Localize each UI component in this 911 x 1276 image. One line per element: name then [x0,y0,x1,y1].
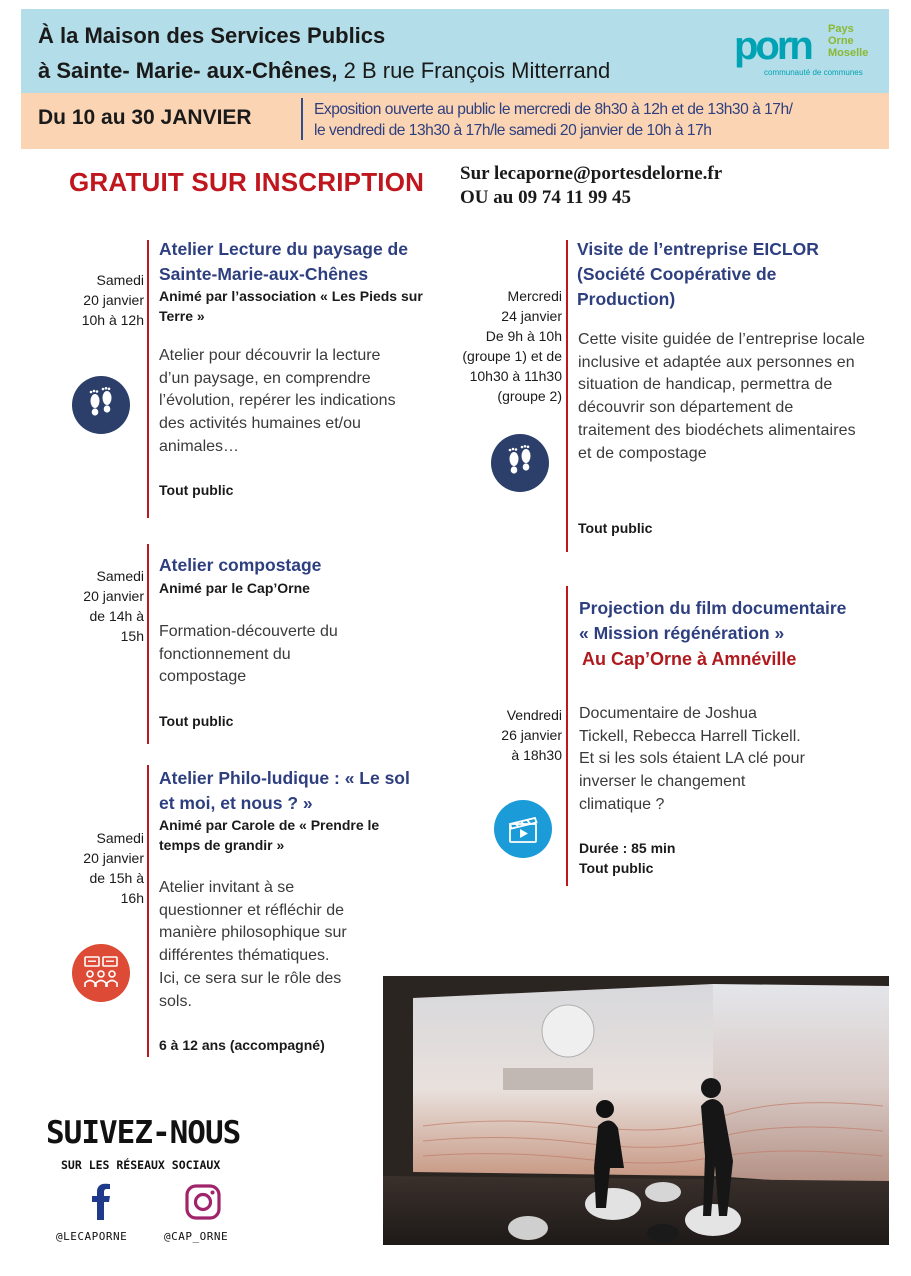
event-title-line: Atelier Lecture du paysage de [159,239,408,259]
facebook-handle[interactable]: @LECAPORNE [56,1230,128,1243]
event-date-line: Mercredi [507,288,562,304]
event-duration: Durée : 85 min [579,840,676,856]
contact-email[interactable]: Sur lecaporne@portesdelorne.fr [460,163,723,184]
event-date-line: 26 janvier [501,727,562,743]
event-organizer-line: temps de grandir » [159,837,285,853]
contact-info [460,162,722,210]
event-description-line: Documentaire de Joshua [579,705,757,722]
event-description-line: climatique ? [579,795,665,813]
timeline-bar [566,240,568,552]
banner-divider [301,98,303,140]
event-title-line: Projection du film documentaire [579,598,847,618]
event-description-line: et de compostage [578,444,707,462]
event-title-line: « Mission régénération » [579,623,785,643]
event-description-line: fonctionnement du [159,645,291,663]
venue-title: À la Maison des Services Publics [38,23,386,48]
event-title-line: Sainte-Marie-aux-Chênes [159,264,369,284]
instagram-icon[interactable] [184,1183,222,1221]
event-date-line: 24 janvier [501,308,562,324]
event-description-line: Atelier invitant à se [159,879,295,896]
event-title [577,237,819,312]
event-date-line: 20 janvier [83,850,144,866]
event-description-line: inclusive et adaptée aux personnes en [578,353,855,371]
event-description-line: traitement des biodéchets alimentaires [578,421,856,439]
event-title-line: Atelier Philo-ludique : « Le sol [159,768,410,788]
event-description-line: découvrir son département de [578,399,794,417]
event-date-line: 15h [120,628,144,644]
logo-line-pays: Pays [828,23,854,35]
event-organizer [159,815,379,855]
event-description-line: des activités humaines et/ou [159,415,361,433]
event-title [159,237,408,287]
pays-orne-moselle-logo [734,22,884,84]
event-date [83,828,144,908]
facebook-icon[interactable] [86,1180,116,1220]
event-description [159,345,396,459]
event-audience: Tout public [579,860,654,876]
event-description-line: Tickell, Rebecca Harrell Tickell. [579,727,801,745]
logo-line-orne: Orne [828,35,854,47]
event-description-line: différentes thématiques. [159,947,330,965]
event-date-line: Samedi [96,830,144,846]
exhibition-hours [314,99,889,141]
event-audience: Tout public [159,482,234,498]
event-title-line: (Société Coopérative de [577,264,777,284]
event-description-line: Et si les sols étaient LA clé pour [579,750,805,768]
event-audience: Tout public [159,713,234,729]
contact-phone[interactable]: OU au 09 74 11 99 45 [460,187,632,208]
event-description-line: manière philosophique sur [159,924,347,942]
logo-subtitle: communauté de communes [764,68,863,77]
group-discussion-icon [72,944,130,1002]
event-date-line: Samedi [96,272,144,288]
event-date-line: 20 janvier [83,588,144,604]
event-description-line: Formation-découverte du [159,623,338,640]
event-date-line: 20 janvier [83,292,144,308]
event-description-line: l’évolution, repérer les indications [159,392,396,410]
event-title-line: Atelier compostage [159,555,322,575]
event-title [579,596,846,646]
venue-address [38,58,610,84]
venue-street: 2 B rue François Mitterrand [337,58,611,83]
event-date-line: De 9h à 10h [485,328,562,344]
event-organizer [159,286,423,326]
event-organizer-line: Animé par le Cap’Orne [159,580,310,596]
clapperboard-icon [494,800,552,858]
follow-us-headline: SUIVEZ-NOUS [46,1115,241,1151]
event-description [159,877,347,1013]
event-description-line: inverser le changement [579,773,746,791]
event-description [579,703,805,817]
exhibition-photo [383,976,889,1245]
event-date-line: 16h [120,890,144,906]
event-description-line: sols. [159,992,192,1010]
exhibition-hours-line: Exposition ouverte au public le mercredi de 8h30 à 12h et de 13h30 à 17h/ [314,101,793,118]
event-description-line: animales… [159,437,240,455]
event-date [83,566,144,646]
event-date [501,705,562,765]
event-date-line: Vendredi [506,707,562,723]
timeline-bar [566,586,568,886]
event-date [82,270,144,330]
timeline-bar [147,765,149,1057]
event-location: Au Cap’Orne à Amnéville [582,649,797,669]
event-description-line: Atelier pour découvrir la lecture [159,347,381,364]
event-organizer-line: Animé par Carole de « Prendre le [159,817,380,833]
instagram-handle[interactable]: @CAP_ORNE [164,1230,229,1243]
event-description-line: compostage [159,668,247,686]
event-date-line: Samedi [96,568,144,584]
event-organizer-line: Terre » [159,308,205,324]
event-audience: Tout public [578,520,653,536]
event-description [159,621,338,689]
event-date [462,286,562,406]
event-description [578,329,865,465]
event-description-line: questionner et réfléchir de [159,901,344,919]
venue-town: à Sainte- Marie- aux-Chênes, [38,58,338,83]
event-date-line: (groupe 2) [497,388,562,404]
event-organizer-line: Animé par l’association « Les Pieds sur [159,288,423,304]
logo-mark: porn [734,24,811,68]
event-title-line: et moi, et nous ? » [159,793,313,813]
follow-us-subline: SUR LES RÉSEAUX SOCIAUX [61,1158,221,1172]
event-title-line: Production) [577,289,676,309]
event-audience: 6 à 12 ans (accompagné) [159,1037,325,1053]
exhibition-hours-line: le vendredi de 13h30 à 17h/le samedi 20 janvier de 10h à 17h [314,122,712,139]
event-title [159,766,410,816]
event-date-line: (groupe 1) et de [462,348,562,364]
event-description-line: Cette visite guidée de l’entreprise locale [578,331,866,348]
footprints-icon [491,434,549,492]
event-date-line: 10h30 à 11h30 [469,368,562,384]
footprints-icon [72,376,130,434]
event-title-line: Visite de l’entreprise EICLOR [577,239,819,259]
event-date-line: 10h à 12h [81,312,144,328]
event-title [159,553,321,578]
event-description-line: d’un paysage, en comprendre [159,369,371,387]
event-description-line: Ici, ce sera sur le rôle des [159,969,342,987]
event-date-line: de 14h à [89,608,144,624]
free-registration-headline: GRATUIT SUR INSCRIPTION [69,167,425,197]
event-date-line: de 15h à [89,870,144,886]
logo-line-moselle: Moselle [828,47,869,59]
event-description-line: situation de handicap, permettra de [578,376,833,394]
event-organizer [159,578,310,598]
timeline-bar [147,240,149,518]
event-date-line: à 18h30 [511,747,562,763]
timeline-bar [147,544,149,744]
exhibition-dates: Du 10 au 30 JANVIER [38,106,252,129]
